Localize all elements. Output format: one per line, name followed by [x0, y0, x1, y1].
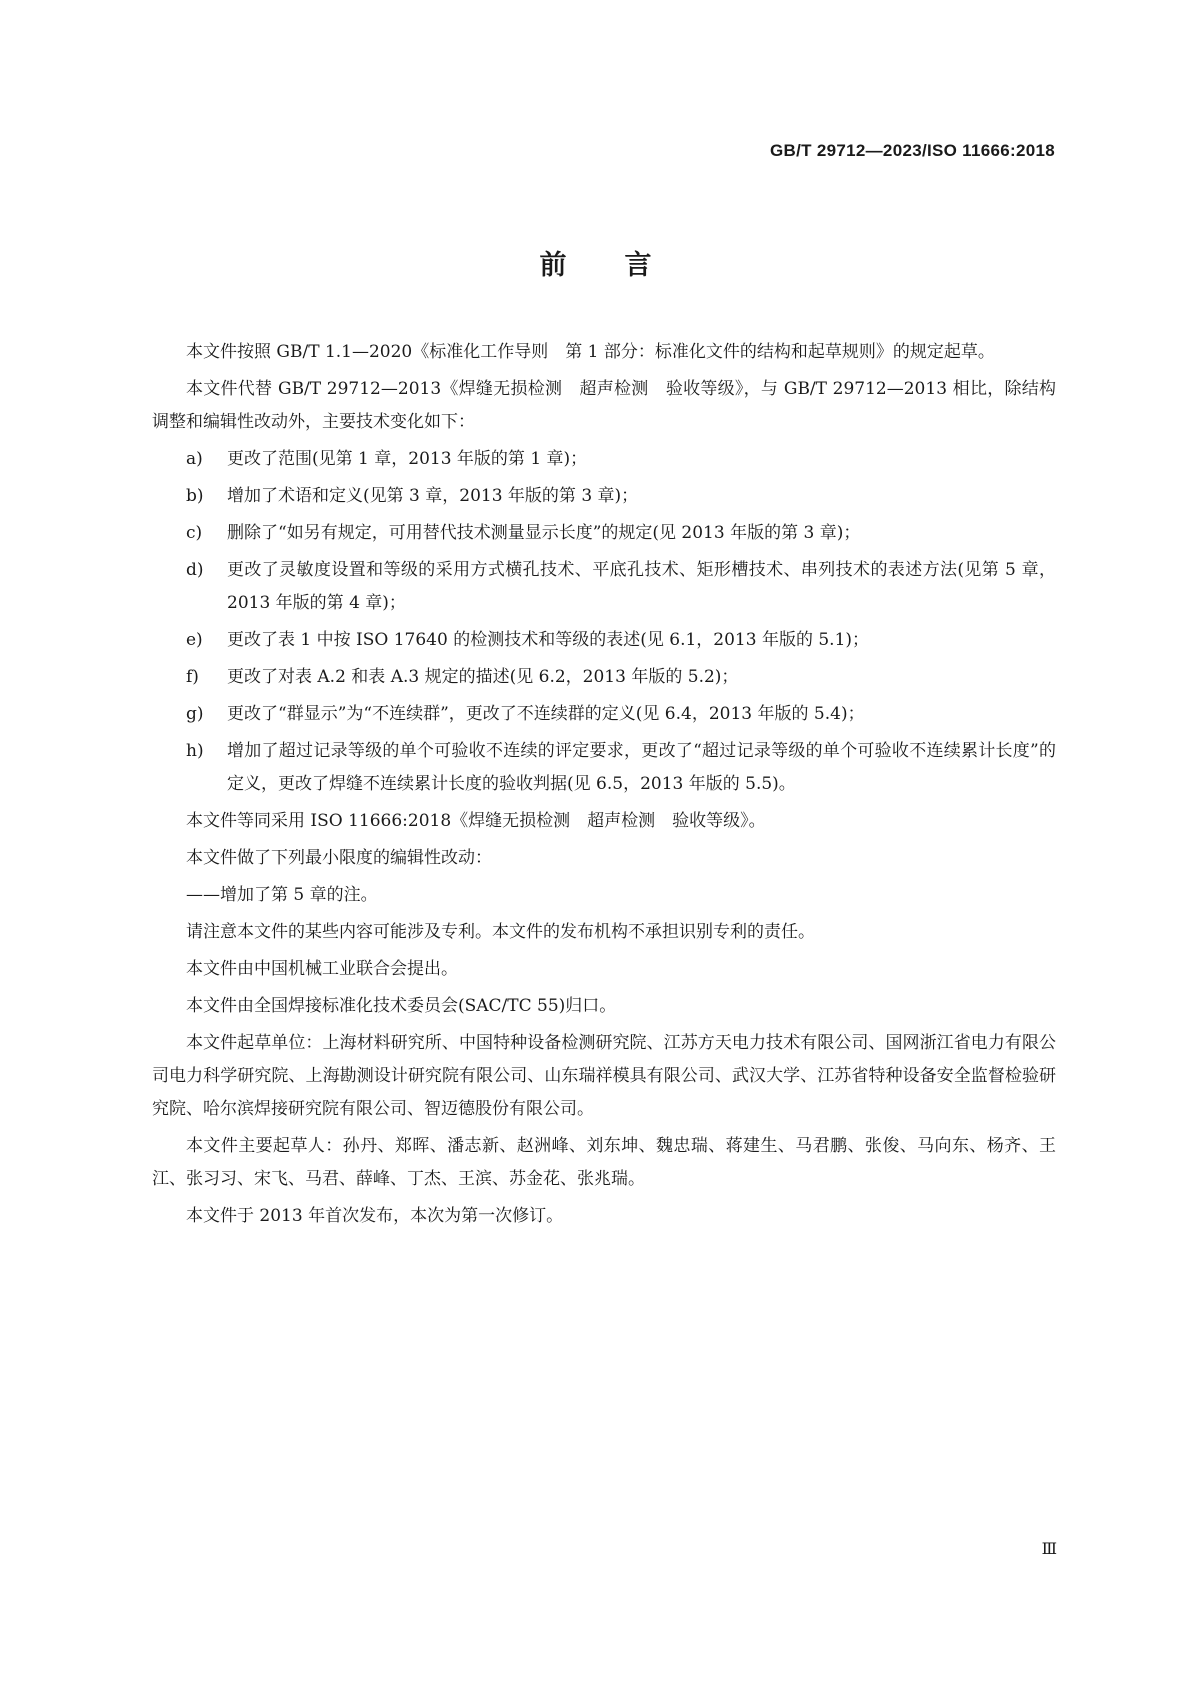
editorial-change-item: ——增加了第 5 章的注。 — [186, 885, 378, 905]
page-number: Ⅲ — [1041, 1539, 1057, 1558]
paragraph-replacement: 本文件代替 GB/T 29712—2013《焊缝无损检测 超声检测 验收等级》，与 GB/T 29712—2013 相比，除结构调整和编辑性改动外，主要技术变化如下： — [152, 379, 1056, 432]
paragraph-drafting-organizations: 本文件起草单位：上海材料研究所、中国特种设备检测研究院、江苏方天电力技术有限公司、国网浙江省电力有限公司电力科学研究院、上海勘测设计研究院有限公司、山东瑞祥模具有限公司、武汉大学、江苏省特种设备安全监督检验研究院、哈尔滨焊接研究院有限公司、智迈德股份有限公司。 — [152, 1033, 1056, 1119]
change-item — [152, 554, 1056, 620]
change-item — [152, 517, 1056, 550]
change-item-mark: e) — [186, 630, 203, 650]
paragraph-patent-notice: 请注意本文件的某些内容可能涉及专利。本文件的发布机构不承担识别专利的责任。 — [186, 922, 815, 942]
change-item-text: 增加了超过记录等级的单个可验收不连续的评定要求，更改了“超过记录等级的单个可验收不连续累计长度”的定义，更改了焊缝不连续累计长度的验收判据(见 6.5，2013 年版的 5.5)。 — [227, 741, 1056, 794]
paragraph-proposed-by: 本文件由中国机械工业联合会提出。 — [186, 959, 458, 979]
paragraph-editorial-changes: 本文件做了下列最小限度的编辑性改动： — [186, 848, 492, 868]
change-item-text: 更改了对表 A.2 和表 A.3 规定的描述(见 6.2，2013 年版的 5.2)； — [227, 667, 739, 687]
change-item-mark: d) — [186, 560, 204, 580]
change-item-mark: f) — [186, 667, 199, 687]
paragraph-equivalence: 本文件等同采用 ISO 11666:2018《焊缝无损检测 超声检测 验收等级》。 — [186, 811, 766, 831]
paragraph-technical-committee: 本文件由全国焊接标准化技术委员会(SAC/TC 55)归口。 — [186, 996, 617, 1016]
change-item — [152, 735, 1056, 801]
change-item — [152, 661, 1056, 694]
change-item-text: 更改了范围(见第 1 章，2013 年版的第 1 章)； — [227, 449, 588, 469]
change-item-text: 增加了术语和定义(见第 3 章，2013 年版的第 3 章)； — [227, 486, 639, 506]
change-item-text: 更改了表 1 中按 ISO 17640 的检测技术和等级的表述(见 6.1，2013 年版的 5.1)； — [227, 630, 870, 650]
change-item — [152, 698, 1056, 731]
page-title: 前言 — [539, 250, 710, 281]
paragraph-drafters: 本文件主要起草人：孙丹、郑晖、潘志新、赵洲峰、刘东坤、魏忠瑞、蒋建生、马君鹏、张俊、马向东、杨齐、王江、张习习、宋飞、马君、薛峰、丁杰、王滨、苏金花、张兆瑞。 — [152, 1136, 1056, 1189]
change-item-mark: g) — [186, 704, 204, 724]
change-item-mark: a) — [186, 449, 203, 469]
change-item-mark: c) — [186, 523, 203, 543]
change-item-mark: b) — [186, 486, 204, 506]
change-item-text: 更改了“群显示”为“不连续群”，更改了不连续群的定义(见 6.4，2013 年版的 5.4)； — [227, 704, 865, 724]
standard-number: GB/T 29712—2023/ISO 11666:2018 — [770, 141, 1055, 160]
change-item — [152, 624, 1056, 657]
change-item — [152, 480, 1056, 513]
paragraph-revision-history: 本文件于 2013 年首次发布，本次为第一次修订。 — [186, 1206, 564, 1226]
change-item-mark: h) — [186, 741, 204, 761]
change-item — [152, 443, 1056, 476]
change-item-text: 更改了灵敏度设置和等级的采用方式横孔技术、平底孔技术、矩形槽技术、串列技术的表述方法(见第 5 章，2013 年版的第 4 章)； — [227, 560, 1056, 613]
foreword-body — [152, 336, 1056, 1237]
change-item-text: 删除了“如另有规定，可用替代技术测量显示长度”的规定(见 2013 年版的第 3 章)； — [227, 523, 861, 543]
paragraph-drafting-rules: 本文件按照 GB/T 1.1—2020《标准化工作导则 第 1 部分：标准化文件的结构和起草规则》的规定起草。 — [186, 342, 995, 362]
